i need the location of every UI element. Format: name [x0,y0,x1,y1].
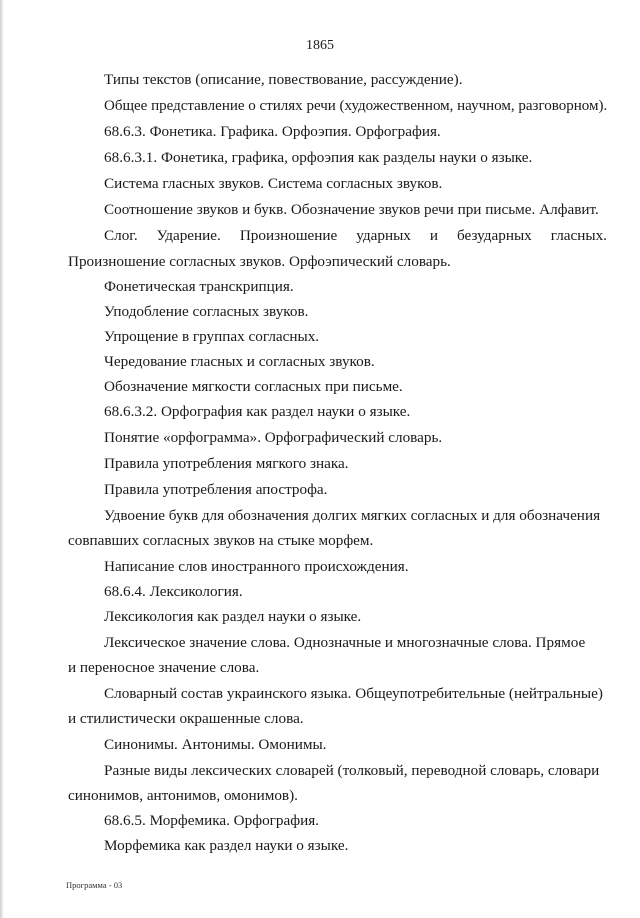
text-line: совпавших согласных звуков на стыке морфем. [68,532,374,549]
text-line: Система гласных звуков. Система согласных звуков. [104,175,443,192]
text-line: Упрощение в группах согласных. [104,328,320,345]
text-line: Словарный состав украинского языка. Общеупотребительные (нейтральные) [104,685,603,702]
text-line: Фонетическая транскрипция. [104,278,294,295]
text-line: Разные виды лексических словарей (толковый, переводной словарь, словари [104,762,600,779]
text-line: Правила употребления мягкого знака. [104,455,349,472]
text-line: Лексикология как раздел науки о языке. [104,608,362,625]
justified-text-line [104,223,607,249]
word: Ударение. [156,227,221,244]
word: безударных [456,227,532,244]
text-line: и переносное значение слова. [68,659,260,676]
word: ударных [356,227,411,244]
text-line: и стилистически окрашенные слова. [68,710,304,727]
section-heading: 68.6.5. Морфемика. Орфография. [104,812,319,829]
text-line: Написание слов иностранного происхождения. [104,558,409,575]
text-line: Уподобление согласных звуков. [104,303,309,320]
subsection-heading: 68.6.3.2. Орфография как раздел науки о языке. [104,403,411,420]
text-line: Понятие «орфограмма». Орфографический словарь. [104,429,443,446]
text-line: Общее представление о стилях речи (художественном, научном, разговорном). [104,97,608,114]
word: Произношение [239,227,338,244]
text-line: Удвоение букв для обозначения долгих мягких согласных и для обозначения [104,507,601,524]
text-line: синонимов, антонимов, омонимов). [68,787,298,804]
text-line: Типы текстов (описание, повествование, рассуждение). [104,71,463,88]
text-line: Соотношение звуков и букв. Обозначение звуков речи при письме. Алфавит. [104,201,599,218]
text-line: Правила употребления апострофа. [104,481,328,498]
text-line: Синонимы. Антонимы. Омонимы. [104,736,327,753]
word: и [429,227,438,244]
text-line: Чередование гласных и согласных звуков. [104,353,375,370]
word: Слог. [104,227,138,244]
text-line: Обозначение мягкости согласных при письме. [104,378,403,395]
text-line: Морфемика как раздел науки о языке. [104,837,349,854]
subsection-heading: 68.6.3.1. Фонетика, графика, орфоэпия как разделы науки о языке. [104,149,533,166]
word: гласных. [550,227,607,244]
text-line: Произношение согласных звуков. Орфоэпический словарь. [68,253,451,270]
page-number: 1865 [306,38,334,53]
section-heading: 68.6.4. Лексикология. [104,583,243,600]
section-heading: 68.6.3. Фонетика. Графика. Орфоэпия. Орфография. [104,123,441,140]
scan-edge-shadow [0,0,4,918]
text-line: Лексическое значение слова. Однозначные и многозначные слова. Прямое [104,634,586,651]
footer-label: Программа - 03 [66,880,123,890]
